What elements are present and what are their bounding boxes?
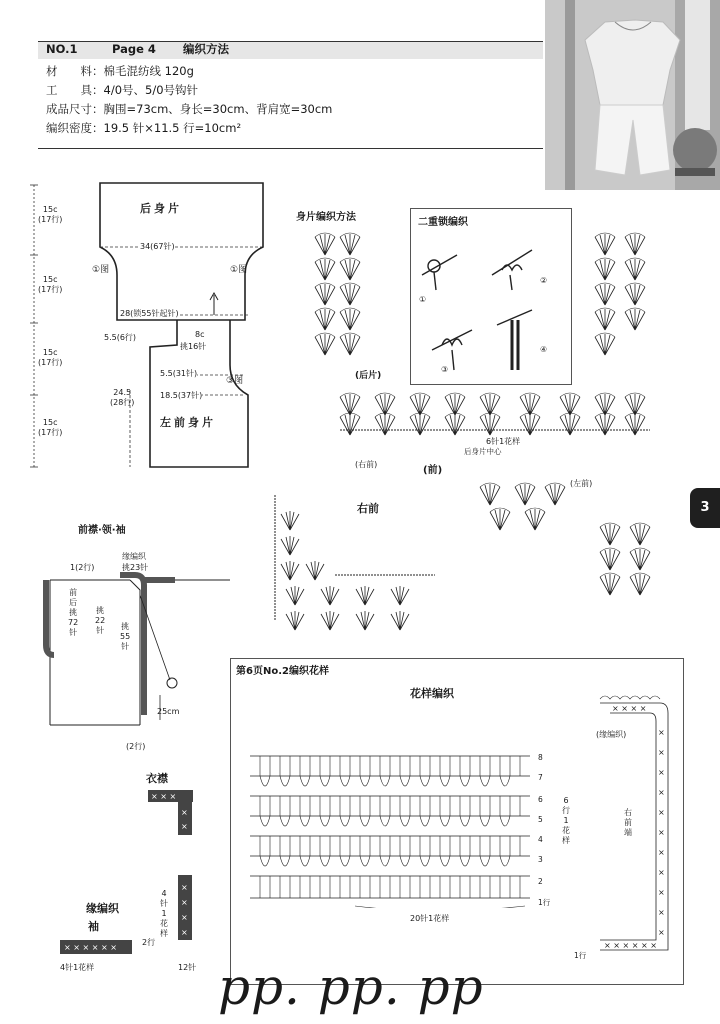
width-185: 18.5(37针) [160,391,203,400]
svg-text:×: × [658,928,665,937]
row-label-2: 15c (17行) [38,275,63,294]
fig3: ③图 [226,376,244,386]
placket-title: 前襟·领·袖 [78,525,126,536]
left-front-small: (左前) [570,479,593,488]
svg-text:× × × × × ×: × × × × × × [604,941,657,950]
tools-line: 工 具：4/0号、5/0号钩针 [46,83,199,97]
placket-diagram [40,555,240,755]
size-line: 成品尺寸：胸围=73cm、身长=30cm、背肩宽=30cm [46,102,333,116]
left-front-label: 左前身片 [160,416,216,429]
svg-text:×: × [658,828,665,837]
svg-text:×: × [658,788,665,797]
fig1-left: ①图 [92,265,110,275]
sts-per-pattern: 20针1花样 [410,914,450,923]
svg-text:× × ×: × × × [151,792,177,801]
svg-text:×: × [181,913,188,922]
pattern-box-title: 花样编织 [410,687,454,700]
grid-row-3: 3 [538,855,543,864]
page-reference: Page 4 [112,42,156,56]
pattern-box-header: 第6页No.2编织花样 [236,666,329,677]
fig1-right: ①图 [230,265,248,275]
rows-55: 5.5(6行) [104,333,137,342]
page-number-tab: 3 [690,488,720,528]
svg-text:×: × [658,808,665,817]
svg-text:×: × [658,888,665,897]
svg-text:×: × [658,848,665,857]
row-label-1: 15c (17行) [38,205,63,224]
dc-step-4: ④ [540,345,548,354]
svg-text:×: × [658,748,665,757]
svg-text:×: × [181,898,188,907]
yijin-label: 衣襟 [146,772,168,785]
right-front-chart [265,490,455,640]
right-front-small: (右前) [355,460,378,469]
svg-text:× × × × × ×: × × × × × × [64,943,117,952]
sleeve-label: 袖 [88,920,99,933]
svg-text:×: × [181,883,188,892]
dc-step-2: ② [540,276,548,285]
svg-text:×: × [658,908,665,917]
pattern-number: NO.1 [46,42,78,56]
svg-text:× × × ×: × × × × [612,704,647,713]
pattern4-label: 4针1花样 [60,963,95,972]
pick6-label: 6针1花样 [486,437,521,446]
svg-text:×: × [181,808,188,817]
grid-row-1: 1行 [538,898,551,907]
one-row-label: 1行 [574,951,587,960]
placket-pick72: 前 后 挑 72 针 [68,588,79,637]
grid-row-7: 7 [538,773,543,782]
placket-r1: 1(2行) [70,563,95,572]
row-label-4: 15c (17行) [38,418,63,437]
sleeve-sample [58,935,138,960]
watermark: pp. pp. pp [218,958,484,1016]
svg-text:×: × [658,868,665,877]
right-placket-label: 右 前 端 [624,808,632,837]
placket-length: 25cm [157,707,180,716]
svg-text:×: × [658,768,665,777]
placket-chain: 缘编织 [122,552,146,561]
grid-row-5: 5 [538,815,543,824]
row-label-3: 15c (17行) [38,348,63,367]
stitch-grid [245,748,545,908]
schematic-diagram [30,175,270,475]
body-method-title: 身片编织方法 [296,212,356,223]
svg-text:×: × [181,928,188,937]
back-piece-tag: (后片) [355,371,382,381]
height-245: 24.5 (28行) [110,388,135,407]
double-chain-title: 二重锁编织 [418,217,468,228]
gauge-line: 编织密度：19.5 针×11.5 行=10cm² [46,121,242,135]
grid-row-8: 8 [538,753,543,762]
four-st-label: 4 针 1 花 样 [160,889,168,938]
width-34: 34(67针) [140,242,175,251]
pick-16: 挑16针 [180,342,207,351]
svg-text:×: × [658,728,665,737]
width-55-31: 5.5(31针) [160,369,198,378]
placket-pick23: 挑23针 [122,563,149,572]
two-rows-label: 2行 [142,938,156,947]
placket-r2: (2行) [126,742,146,751]
header-title: 编织方法 [183,42,229,56]
grid-row-2: 2 [538,877,543,886]
twelve-st-label: 12针 [178,963,197,972]
right-front-big: 右前 [357,502,379,515]
dc-step-3: ③ [441,365,449,374]
back-piece-label: 后身片 [140,202,182,215]
width-28: 28(锁55针起针) [120,309,179,318]
svg-text:×: × [181,822,188,831]
dc-step-1: ① [419,295,427,304]
rows-per-pattern: 6 行 1 花 样 [562,796,570,845]
edge-label: (缘编织) [596,730,627,739]
back-center-label: 后身片中心 [464,447,502,456]
grid-row-4: 4 [538,835,543,844]
edging-label: 缘编织 [86,902,119,915]
placket-pick22: 挑 22 针 [95,606,106,635]
placket-pick55: 挑 55 针 [120,622,131,651]
garment-photo [545,0,720,190]
material-line: 材 料：棉毛混纺线 120g [46,64,194,78]
front-tag: (前) [423,465,443,476]
c-label: 8c [195,330,205,339]
grid-row-6: 6 [538,795,543,804]
